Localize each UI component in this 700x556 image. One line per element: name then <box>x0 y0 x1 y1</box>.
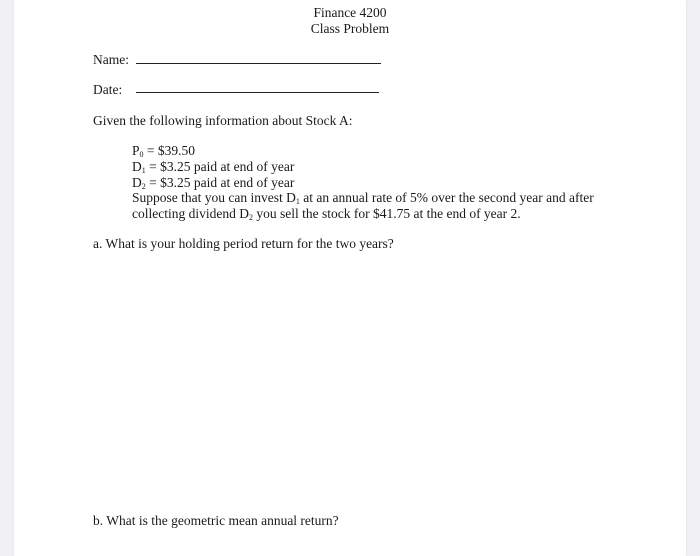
d1-value: = $3.25 paid at end of year <box>145 159 295 174</box>
d1-subscript: 1 <box>141 166 146 175</box>
p0-symbol: P <box>132 143 140 158</box>
d2-value: = $3.25 paid at end of year <box>145 175 295 190</box>
supposition-line2-a: collecting dividend D <box>132 206 249 221</box>
d2-symbol: D <box>132 175 142 190</box>
date-blank-line <box>136 92 379 93</box>
document-page <box>14 0 686 556</box>
course-title: Finance 4200 <box>313 5 387 20</box>
given-d2 <box>132 175 294 191</box>
supposition-line-2 <box>132 206 521 222</box>
given-p0 <box>132 143 195 159</box>
supposition-line1-b: at an annual rate of 5% over the second year and after <box>299 190 594 205</box>
name-label: Name: <box>93 52 129 67</box>
name-blank-line <box>136 63 381 64</box>
supposition-line1-a: Suppose that you can invest D <box>132 190 296 205</box>
p0-subscript: 0 <box>139 150 144 159</box>
d2-subscript: 2 <box>141 182 146 191</box>
supposition-line2-sub: 2 <box>248 213 253 222</box>
p0-value: = $39.50 <box>143 143 196 158</box>
supposition-line2-b: you sell the stock for $41.75 at the end of year 2. <box>252 206 521 221</box>
supposition-line1-sub: 1 <box>295 197 300 206</box>
intro-text: Given the following information about Stock A: <box>93 113 353 128</box>
question-b: b. What is the geometric mean annual return? <box>93 513 339 528</box>
problem-subtitle: Class Problem <box>310 21 390 36</box>
given-d1 <box>132 159 294 175</box>
question-a: a. What is your holding period return for the two years? <box>93 236 394 251</box>
supposition-line-1 <box>132 190 594 206</box>
date-label: Date: <box>93 82 123 97</box>
d1-symbol: D <box>132 159 142 174</box>
